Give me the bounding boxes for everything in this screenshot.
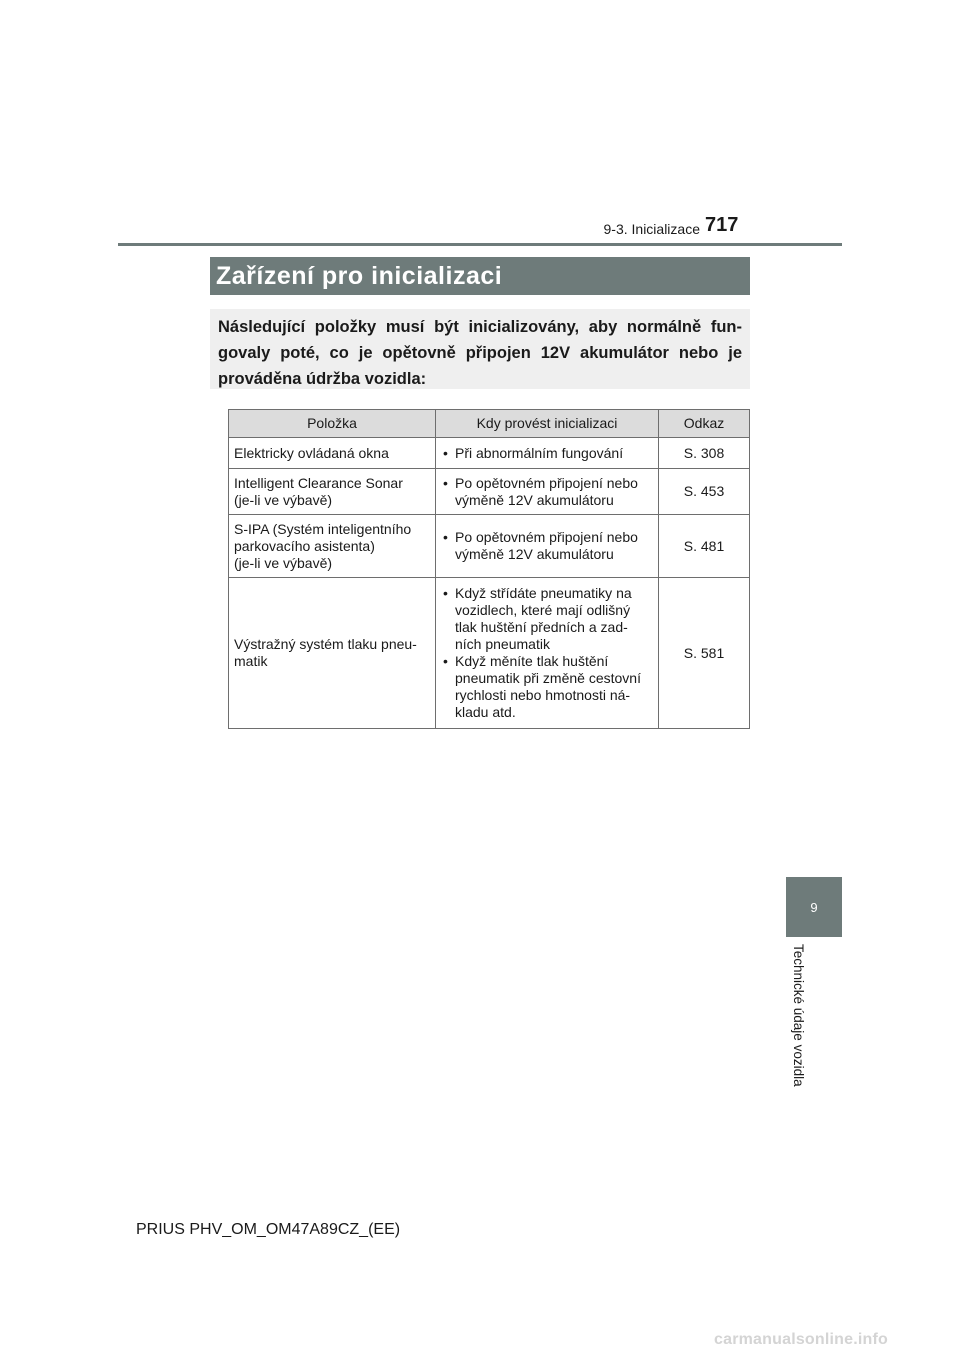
list-item: • Po opětovném připojení nebo výměně 12V akumulátoru <box>441 475 653 509</box>
bullet-list <box>441 585 653 721</box>
cell-item: Elektricky ovládaná okna <box>229 438 436 469</box>
cell-ref: S. 453 <box>659 469 750 515</box>
cell-ref: S. 481 <box>659 515 750 578</box>
cell-ref: S. 581 <box>659 578 750 729</box>
list-item: • Když měníte tlak huštění pneumatik při změně cestovní rychlosti nebo hmotnosti ná-kladu atd. <box>441 653 653 721</box>
column-header-ref: Odkaz <box>659 410 750 438</box>
table-row <box>229 578 750 729</box>
watermark: carmanualsonline.info <box>714 1331 889 1348</box>
bullet-list <box>441 445 653 462</box>
cell-ref: S. 308 <box>659 438 750 469</box>
chapter-label: Technické údaje vozidla <box>791 944 806 1087</box>
cell-item: Výstražný systém tlaku pneu- matik <box>229 578 436 729</box>
cell-when <box>436 469 659 515</box>
bullet-list <box>441 475 653 509</box>
cell-when <box>436 578 659 729</box>
table-row <box>229 438 750 469</box>
list-item: • Po opětovném připojení nebo výměně 12V akumulátoru <box>441 529 653 563</box>
document-code: PRIUS PHV_OM_OM47A89CZ_(EE) <box>136 1221 401 1238</box>
header-divider <box>118 243 842 246</box>
cell-when <box>436 438 659 469</box>
section-title: 9-3. Inicializace <box>603 221 700 237</box>
cell-item: Intelligent Clearance Sonar (je-li ve výbavě) <box>229 469 436 515</box>
table-row <box>229 469 750 515</box>
list-item: • Při abnormálním fungování <box>441 445 653 462</box>
heading-bar <box>210 257 750 295</box>
cell-item: S-IPA (Systém inteligentního parkovacího asistenta) (je-li ve výbavě) <box>229 515 436 578</box>
chapter-tab: 9 <box>786 877 842 937</box>
table-row <box>229 515 750 578</box>
bullet-list <box>441 529 653 563</box>
page-heading: Zařízení pro inicializaci <box>216 261 503 290</box>
cell-when <box>436 515 659 578</box>
intro-box: Následující položky musí být inicializovány, aby normálně fun-govaly poté, co je opětovně připojen 12V akumulátor nebo je prováděna údržba vozidla: <box>210 309 750 389</box>
column-header-when: Kdy provést inicializaci <box>436 410 659 438</box>
table-header-row <box>229 410 750 438</box>
list-item: • Když střídáte pneumatiky na vozidlech, které mají odlišný tlak huštění předních a zad-ních pneumatik <box>441 585 653 653</box>
initialization-table <box>228 409 750 729</box>
page-number: 717 <box>705 214 739 236</box>
column-header-item: Položka <box>229 410 436 438</box>
